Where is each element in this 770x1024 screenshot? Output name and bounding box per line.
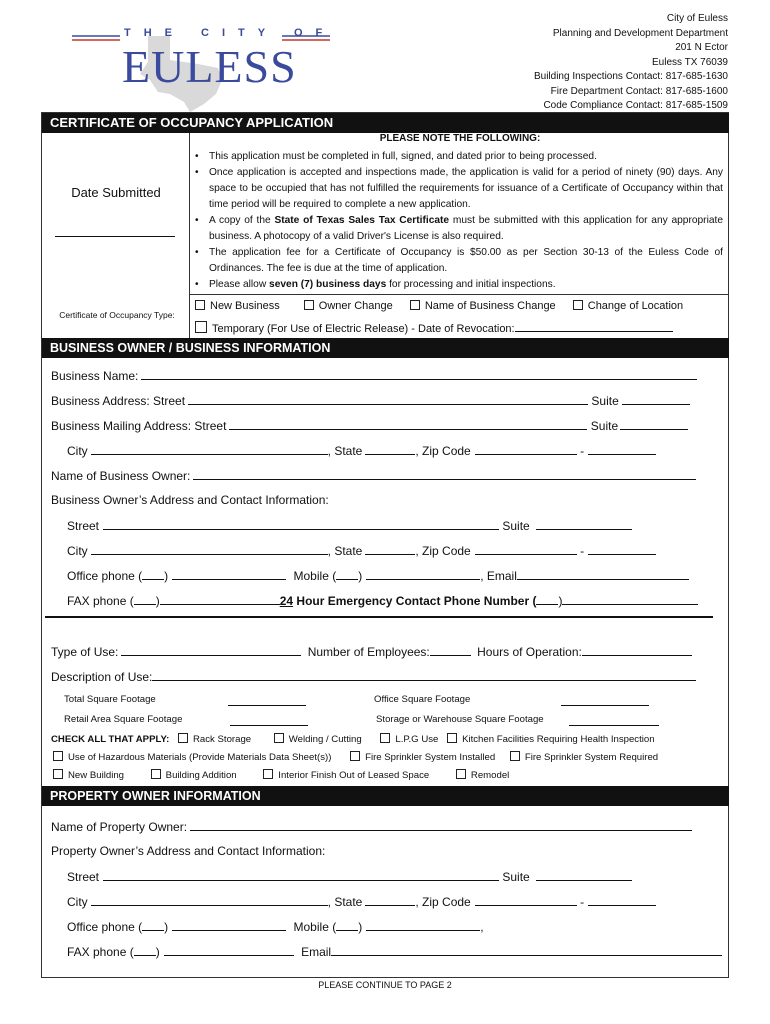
employees-field[interactable] — [430, 644, 471, 656]
section-divider — [45, 616, 713, 618]
lpg-checkbox[interactable] — [380, 733, 390, 743]
owner-city-row: City , State , Zip Code - — [67, 543, 656, 558]
property-mobile-area-code-field[interactable] — [336, 919, 358, 931]
mailing-zip4-field[interactable] — [588, 443, 656, 455]
building-addition-checkbox[interactable] — [151, 769, 161, 779]
co-type-option-row: New Business Owner Change Name of Business Change Change of Location — [195, 300, 683, 312]
total-sqft-label: Total Square Footage — [64, 694, 156, 705]
sprinkler-installed-checkbox[interactable] — [350, 751, 360, 761]
retail-sqft-field[interactable] — [230, 725, 308, 726]
description-row: Description of Use: — [51, 669, 696, 684]
office-phone-field[interactable] — [172, 568, 286, 580]
fax-row: FAX phone ( ) 24 Hour Emergency Contact Phone Number ( ) — [67, 593, 698, 608]
note-item: • This application must be completed in full, signed, and dated prior to being processed. — [192, 149, 723, 165]
mailing-city-row: City , State , Zip Code - — [67, 443, 656, 458]
business-suite-field[interactable] — [622, 393, 690, 405]
contact-line: Planning and Development Department — [552, 27, 728, 39]
property-office-phone-field[interactable] — [172, 919, 286, 931]
note-item: • Please allow seven (7) business days for processing and initial inspections. — [192, 277, 723, 293]
mobile-area-code-field[interactable] — [336, 568, 358, 580]
emergency-area-code-field[interactable] — [536, 593, 558, 605]
use-row: Type of Use: Number of Employees: Hours of Operation: — [51, 644, 692, 659]
retail-sqft-label: Retail Area Square Footage — [64, 714, 183, 725]
sprinkler-required-checkbox[interactable] — [510, 751, 520, 761]
owner-name-row: Name of Business Owner: — [51, 468, 696, 483]
section-header-business: BUSINESS OWNER / BUSINESS INFORMATION — [42, 338, 729, 358]
note-item: • A copy of the State of Texas Sales Tax Certificate must be submitted with this application for any appropriate business. A photocopy of a valid Driver's License is also required. — [192, 213, 723, 245]
divider — [189, 294, 729, 295]
property-fax-area-code-field[interactable] — [134, 944, 156, 956]
emergency-phone-field[interactable] — [562, 593, 698, 605]
city-logo — [70, 22, 336, 114]
business-address-row: Business Address: Street Suite — [51, 393, 690, 408]
owner-zip-field[interactable] — [475, 543, 577, 555]
notes-heading: PLEASE NOTE THE FOLLOWING: — [379, 133, 541, 144]
property-zip-field[interactable] — [475, 894, 577, 906]
date-submitted-field[interactable] — [55, 236, 175, 237]
property-city-row: City , State , Zip Code - — [67, 894, 656, 909]
note-item: • Once application is accepted and inspections made, the application is valid for a period of ninety (90) days. Any space to be occupied that has not fulfilled the requirements for issuance of a Certificate of Occupancy within that time period will be required to complete a new application. — [192, 165, 723, 213]
type-of-use-field[interactable] — [121, 644, 301, 656]
fax-phone-field[interactable] — [160, 593, 280, 605]
temporary-checkbox[interactable] — [195, 321, 207, 333]
date-submitted-label: Date Submitted — [71, 185, 161, 200]
notes-list — [192, 149, 723, 293]
revocation-date-field[interactable] — [515, 320, 673, 332]
hours-field[interactable] — [582, 644, 692, 656]
property-phone-row: Office phone ( ) Mobile ( ) , — [67, 920, 484, 934]
property-fax-row: FAX phone ( ) Email — [67, 944, 722, 959]
owner-zip4-field[interactable] — [588, 543, 656, 555]
mailing-city-field[interactable] — [91, 443, 328, 455]
change-location-checkbox[interactable] — [573, 300, 583, 310]
property-address-label: Property Owner’s Address and Contact Information: — [51, 844, 326, 858]
contact-line: City of Euless — [666, 13, 728, 24]
owner-city-field[interactable] — [91, 543, 328, 555]
divider — [189, 133, 190, 338]
owner-email-field[interactable] — [517, 568, 689, 580]
remodel-checkbox[interactable] — [456, 769, 466, 779]
business-name-field[interactable] — [141, 368, 697, 380]
office-sqft-label: Office Square Footage — [374, 694, 471, 705]
fax-area-code-field[interactable] — [134, 593, 156, 605]
owner-address-label: Business Owner’s Address and Contact Information: — [51, 493, 329, 507]
logo-name: EULESS — [122, 41, 297, 92]
total-sqft-field[interactable] — [228, 705, 306, 706]
form-title: CERTIFICATE OF OCCUPANCY APPLICATION — [42, 113, 729, 133]
owner-street-field[interactable] — [103, 518, 499, 530]
contact-line: Building Inspections Contact: 817-685-1630 — [533, 71, 728, 82]
name-change-checkbox[interactable] — [410, 300, 420, 310]
new-building-checkbox[interactable] — [53, 769, 63, 779]
section-header-property: PROPERTY OWNER INFORMATION — [42, 786, 729, 806]
mailing-zip-field[interactable] — [475, 443, 577, 455]
mailing-suite-field[interactable] — [620, 418, 688, 430]
mobile-phone-field[interactable] — [366, 568, 480, 580]
note-item: • The application fee for a Certificate of Occupancy is $50.00 as per Section 30-13 of the Euless Code of Ordinances. The fee is due at the time of application. — [192, 245, 723, 277]
owner-name-field[interactable] — [193, 468, 696, 480]
kitchen-checkbox[interactable] — [447, 733, 457, 743]
storage-sqft-field[interactable] — [569, 725, 659, 726]
mailing-street-field[interactable] — [229, 418, 587, 430]
contact-line: Fire Department Contact: 817-685-1600 — [550, 85, 728, 97]
contact-line: Euless TX 76039 — [652, 56, 728, 68]
property-office-area-code-field[interactable] — [142, 919, 164, 931]
co-type-label: Certificate of Occupancy Type: — [59, 310, 175, 320]
building-type-row: New Building Building Addition Interior Finish Out of Leased Space Remodel — [53, 769, 509, 781]
mailing-address-row: Business Mailing Address: Street Suite — [51, 418, 688, 433]
new-business-checkbox[interactable] — [195, 300, 205, 310]
property-suite-field[interactable] — [536, 869, 632, 881]
business-name-row: Business Name: — [51, 368, 697, 383]
property-zip4-field[interactable] — [588, 894, 656, 906]
hazardous-checkbox[interactable] — [53, 751, 63, 761]
property-state-field[interactable] — [365, 894, 415, 906]
owner-state-field[interactable] — [365, 543, 415, 555]
property-owner-row: Name of Property Owner: — [51, 819, 692, 834]
rack-storage-checkbox[interactable] — [178, 733, 188, 743]
property-street-row: Street Suite — [67, 869, 632, 884]
property-city-field[interactable] — [91, 894, 328, 906]
contact-block — [534, 12, 728, 114]
owner-street-row: Street Suite — [67, 518, 632, 533]
owner-change-checkbox[interactable] — [304, 300, 314, 310]
logo-tagline: THE CITY OF — [124, 27, 336, 39]
property-email-field[interactable] — [331, 944, 722, 956]
welding-checkbox[interactable] — [274, 733, 284, 743]
owner-suite-field[interactable] — [536, 518, 632, 530]
contact-line: 201 N Ector — [675, 42, 728, 53]
property-mobile-phone-field[interactable] — [366, 919, 480, 931]
interior-finish-checkbox[interactable] — [263, 769, 273, 779]
property-street-field[interactable] — [103, 869, 499, 881]
property-fax-phone-field[interactable] — [164, 944, 294, 956]
office-area-code-field[interactable] — [142, 568, 164, 580]
storage-sqft-label: Storage or Warehouse Square Footage — [376, 714, 544, 725]
check-all-row: CHECK ALL THAT APPLY: Rack Storage Welding / Cutting L.P.G Use Kitchen Facilities Requiring Health Inspection — [51, 734, 655, 745]
temporary-option-row: Temporary (For Use of Electric Release) - Date of Revocation: — [195, 320, 673, 335]
property-owner-field[interactable] — [190, 819, 692, 831]
office-sqft-field[interactable] — [561, 705, 649, 706]
page-footer: PLEASE CONTINUE TO PAGE 2 — [318, 980, 452, 990]
business-street-field[interactable] — [188, 393, 588, 405]
description-field[interactable] — [152, 669, 696, 681]
hazard-row: Use of Hazardous Materials (Provide Materials Data Sheet(s)) Fire Sprinkler System Installed Fire Sprinkler System Required — [53, 751, 658, 763]
contact-line: Code Compliance Contact: 817-685-1509 — [543, 100, 728, 111]
mailing-state-field[interactable] — [365, 443, 415, 455]
owner-phone-row: Office phone ( ) Mobile ( ) , Email — [67, 568, 689, 583]
